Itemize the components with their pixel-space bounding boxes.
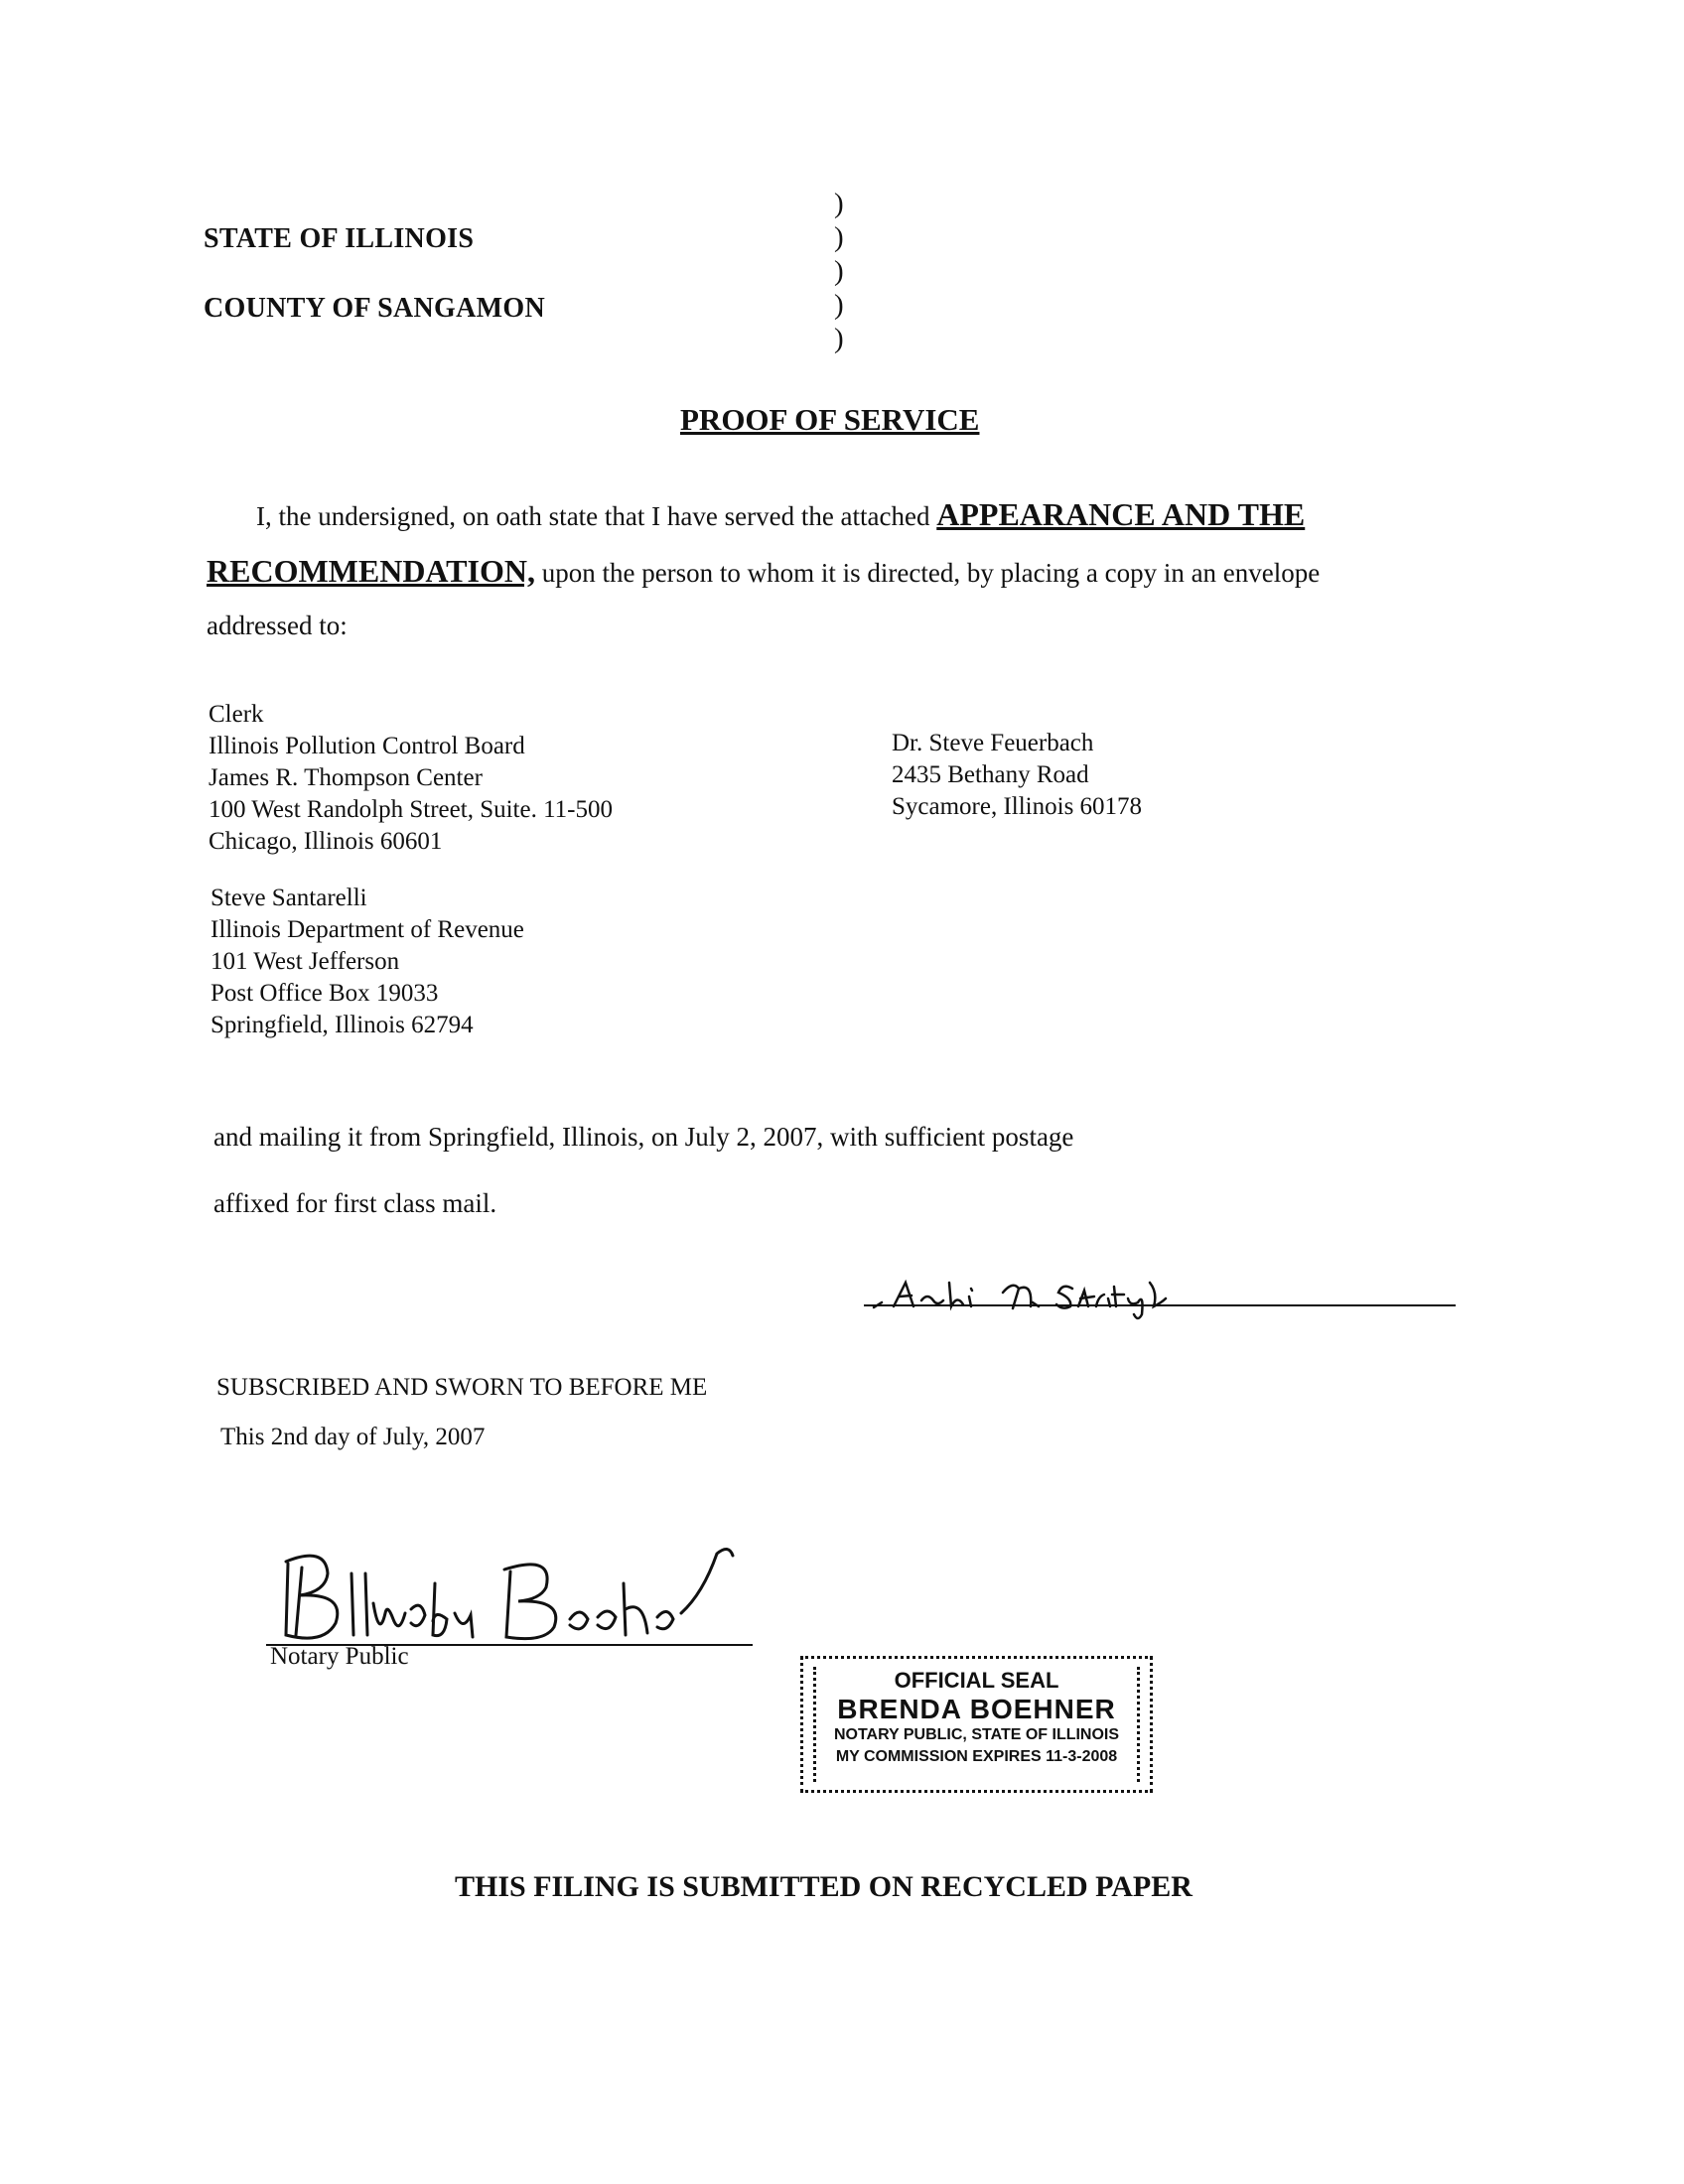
address-line: 101 West Jefferson	[210, 948, 400, 975]
seal-line-4: MY COMMISSION EXPIRES 11-3-2008	[835, 1748, 1118, 1765]
address-line: Sycamore, Illinois 60178	[892, 793, 1143, 820]
address-line: Post Office Box 19033	[210, 980, 439, 1007]
jurat-line-1: SUBSCRIBED AND SWORN TO BEFORE ME	[216, 1374, 708, 1401]
document-name-part-1: APPEARANCE AND THE	[936, 496, 1306, 532]
intro-line-3: addressed to:	[207, 611, 348, 640]
intro-line-2	[207, 553, 1320, 590]
affiant-signature-line	[864, 1304, 1456, 1306]
address-line: Dr. Steve Feuerbach	[892, 730, 1094, 756]
seal-line-1: OFFICIAL SEAL	[894, 1668, 1059, 1693]
address-block-santarelli	[210, 883, 524, 1041]
address-block-clerk	[209, 699, 613, 858]
address-line: 100 West Randolph Street, Suite. 11-500	[209, 796, 613, 823]
venue-parentheses	[834, 187, 844, 355]
official-seal-stamp	[800, 1656, 1153, 1793]
affiant-signature	[864, 1263, 1261, 1322]
notary-public-label: Notary Public	[270, 1643, 409, 1670]
address-line: Chicago, Illinois 60601	[209, 828, 443, 855]
mailing-line-2: affixed for first class mail.	[213, 1188, 497, 1218]
recycled-paper-footer: THIS FILING IS SUBMITTED ON RECYCLED PAPER	[455, 1870, 1193, 1903]
notary-signature-drawing	[266, 1544, 753, 1653]
intro-text-1: I, the undersigned, on oath state that I have served the attached	[256, 501, 930, 531]
address-line: Illinois Department of Revenue	[210, 916, 524, 943]
page-title: PROOF OF SERVICE	[680, 402, 980, 437]
venue-state: STATE OF ILLINOIS	[204, 223, 475, 254]
address-line: James R. Thompson Center	[209, 764, 483, 791]
address-line: Springfield, Illinois 62794	[210, 1012, 474, 1038]
paren: )	[834, 323, 844, 354]
seal-line-2: BRENDA BOEHNER	[837, 1694, 1116, 1724]
jurat-line-2: This 2nd day of July, 2007	[220, 1424, 486, 1450]
paren: )	[834, 289, 844, 321]
paren: )	[834, 255, 844, 287]
venue-county: COUNTY OF SANGAMON	[204, 293, 545, 324]
document-name-part-2: RECOMMENDATION,	[207, 553, 535, 589]
mailing-line-1: and mailing it from Springfield, Illinois, on July 2, 2007, with sufficient postage	[213, 1122, 1074, 1152]
address-line: Illinois Pollution Control Board	[209, 733, 525, 759]
intro-line-1	[256, 496, 1305, 533]
seal-line-3: NOTARY PUBLIC, STATE OF ILLINOIS	[833, 1726, 1120, 1743]
address-line: 2435 Bethany Road	[892, 761, 1089, 788]
address-block-feuerbach	[892, 728, 1142, 823]
intro-text-2: upon the person to whom it is directed, by placing a copy in an envelope	[541, 558, 1321, 588]
paren: )	[834, 221, 844, 253]
official-seal-body	[813, 1667, 1140, 1782]
notary-signature	[266, 1544, 753, 1653]
affiant-signature-drawing	[864, 1263, 1261, 1322]
address-line: Steve Santarelli	[210, 885, 367, 911]
address-line: Clerk	[209, 701, 264, 728]
paren: )	[834, 188, 844, 219]
